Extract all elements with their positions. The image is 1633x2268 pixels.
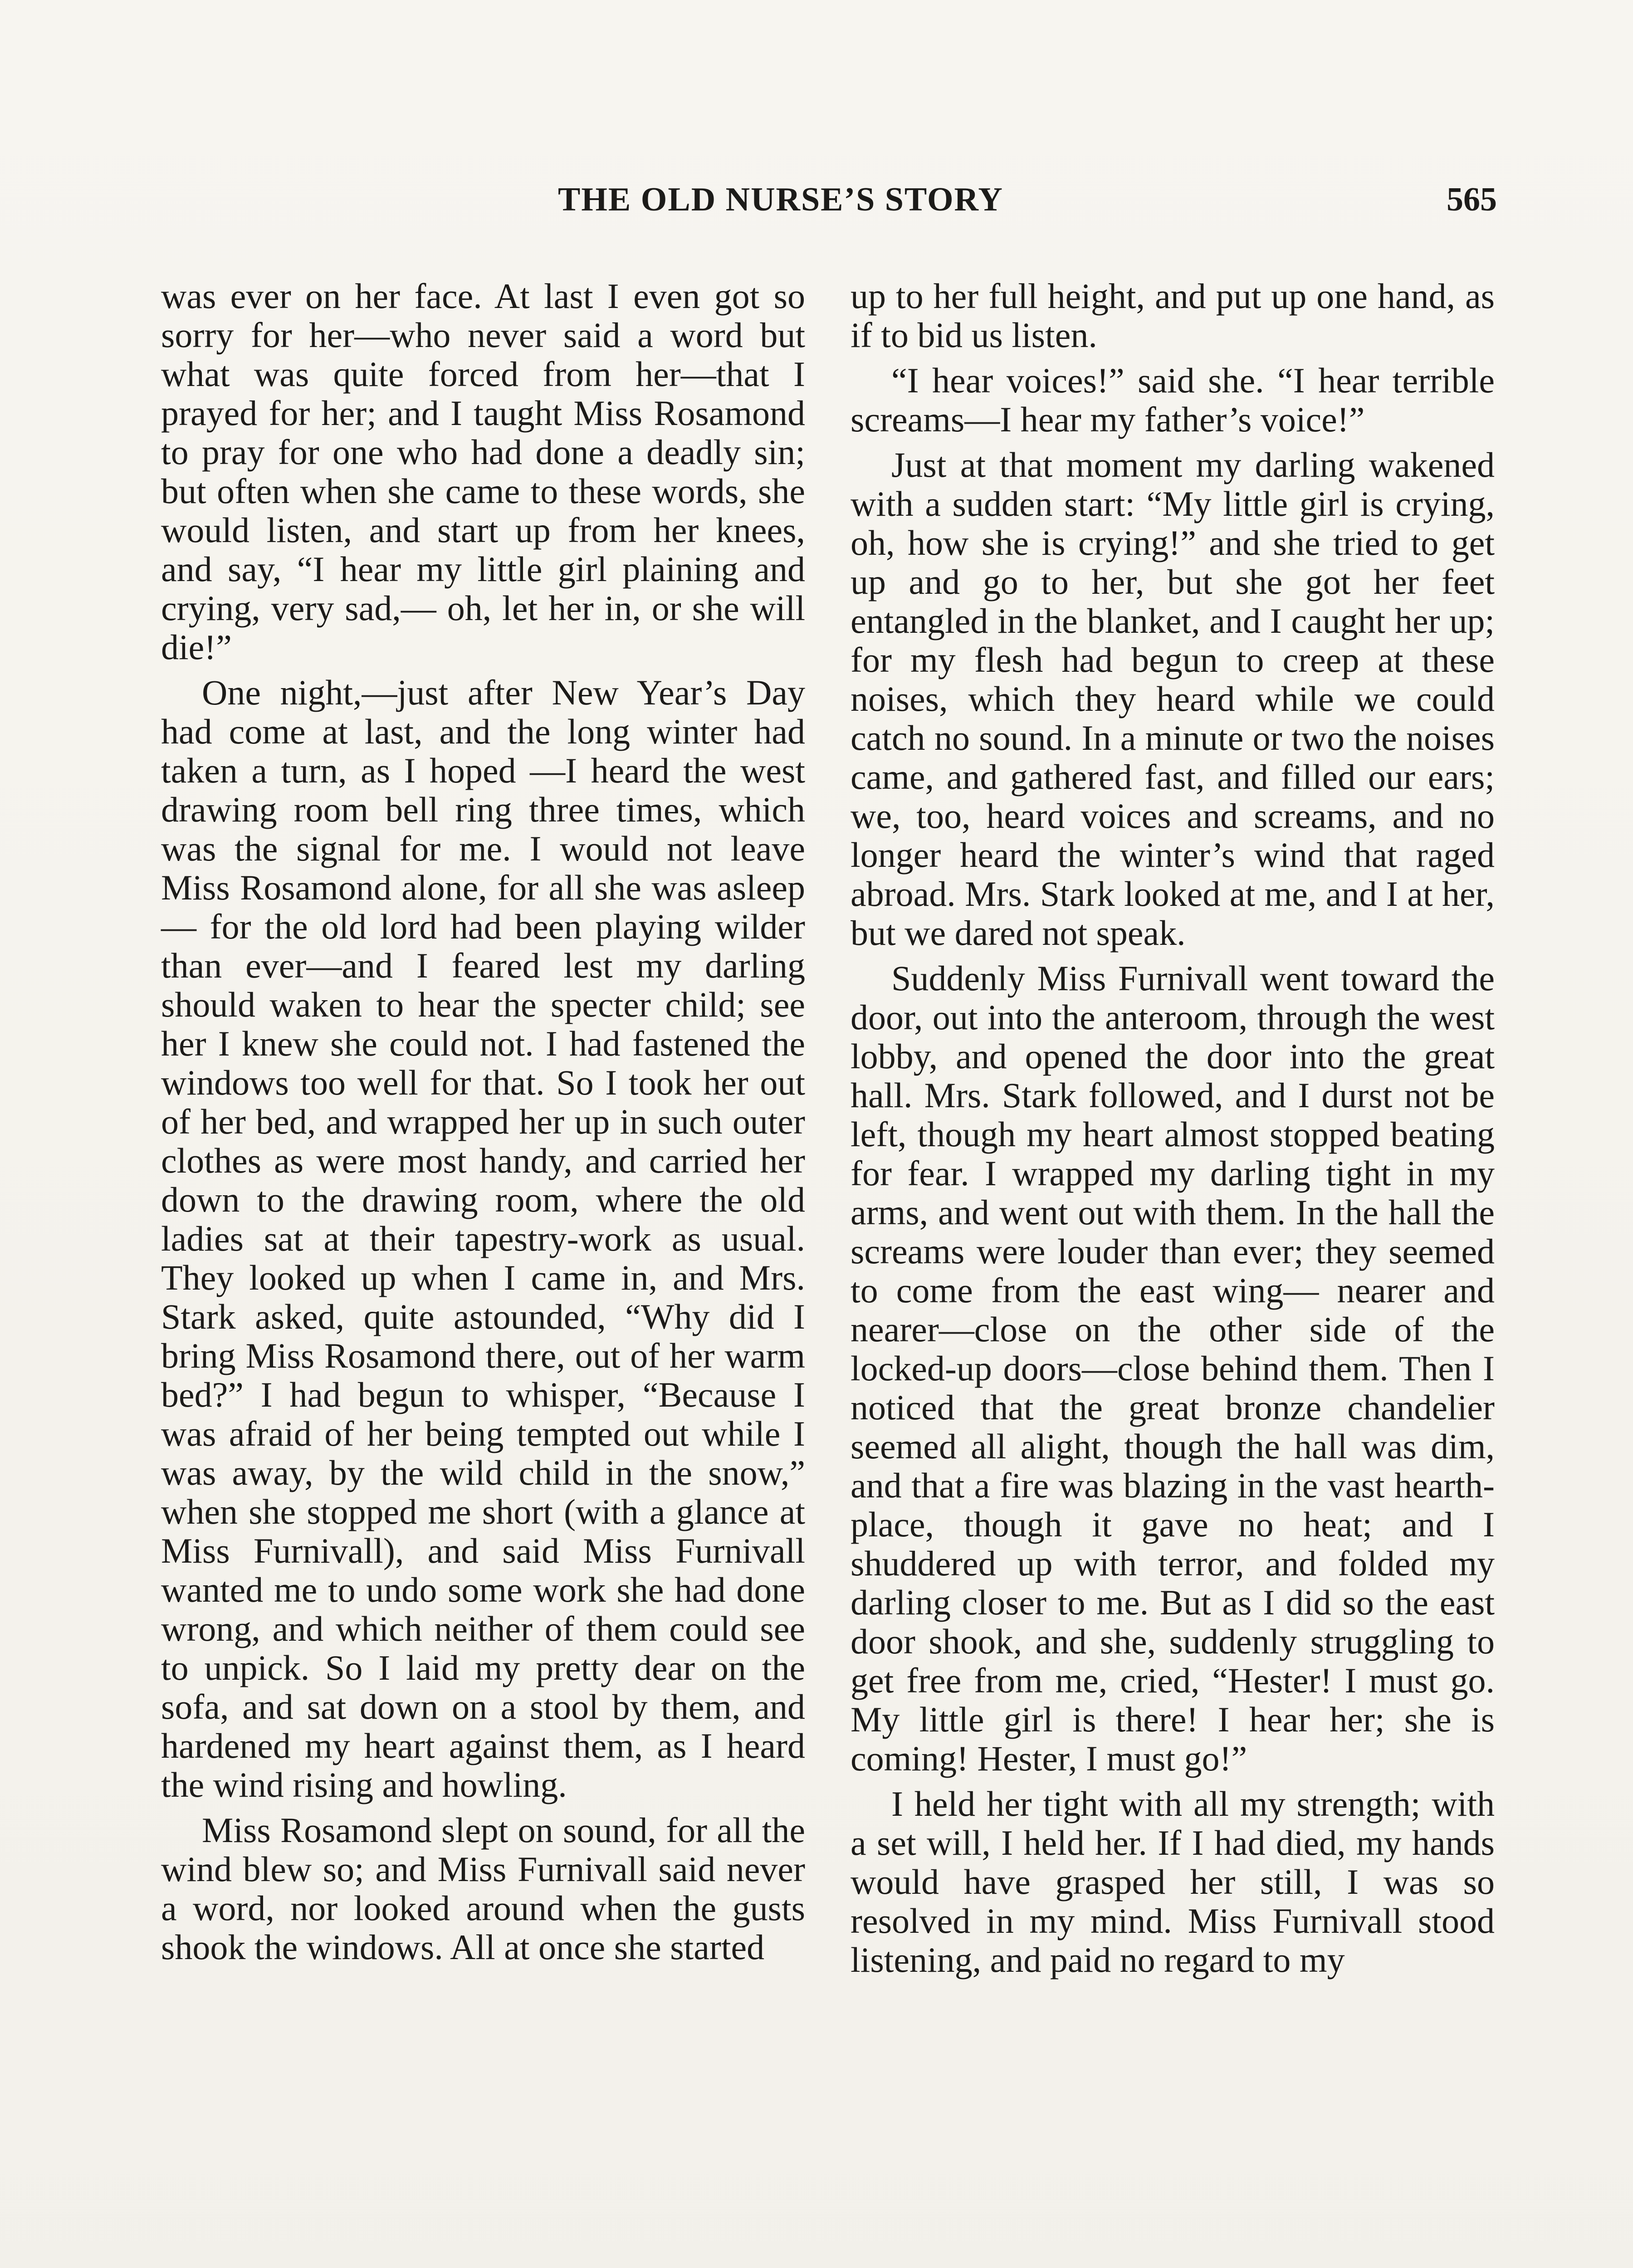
page-number: 565 [1447,181,1497,218]
right-column [851,277,1495,1980]
paragraph: I held her tight with all my strength; with a set will, I held her. If I had died, my hands would have grasped her still, I was so resolved in my mind. Miss Furnivall stood listening, and paid no regard to my [851,1784,1495,1980]
left-column [161,277,805,1967]
paragraph: was ever on her face. At last I even got so sorry for her—who never said a word but what was quite forced from her—that I prayed for her; and I taught Miss Rosamond to pray for one who had done a deadly sin; but often when she came to these words, she would listen, and start up from her knees, and say, “I hear my little girl plaining and crying, very sad,— oh, let her in, or she will die!” [161,276,805,667]
paragraph: Miss Rosamond slept on sound, for all the wind blew so; and Miss Furnivall said never a word, nor looked around when the gusts shook the windows. All at once she started [161,1810,805,1967]
paragraph: Just at that moment my darling wakened with a sudden start: “My little girl is crying, oh, how she is crying!” and she tried to get up and go to her, but she got her feet entangled in the blanket, and I caught her up; for my flesh had begun to creep at these noises, which they heard while we could catch no sound. In a minute or two the noises came, and gathered fast, and filled our ears; we, too, heard voices and screams, and no longer heard the winter’s wind that raged abroad. Mrs. Stark looked at me, and I at her, but we dared not speak. [851,445,1495,953]
paragraph: One night,—just after New Year’s Day had come at last, and the long winter had taken a turn, as I hoped —I heard the west drawing room bell ring three times, which was the signal for me. I would not leave Miss Rosamond alone, for all she was asleep— for the old lord had been playing wilder than ever—and I feared lest my darling should waken to hear the specter child; see her I knew she could not. I had fastened the windows too well for that. So I took her out of her bed, and wrapped her up in such outer clothes as were most handy, and carried her down to the drawing room, where the old ladies sat at their tapestry-work as usual. They looked up when I came in, and Mrs. Stark asked, quite astounded, “Why did I bring Miss Rosamond there, out of her warm bed?” I had begun to whisper, “Because I was afraid of her being tempted out while I was away, by the wild child in the snow,” when she stopped me short (with a glance at Miss Furnivall), and said Miss Furnivall wanted me to undo some work she had done wrong, and which neither of them could see to unpick. So I laid my pretty dear on the sofa, and sat down on a stool by them, and hardened my heart against them, as I heard the wind rising and howling. [161,673,805,1804]
paragraph: Suddenly Miss Furnivall went toward the door, out into the anteroom, through the west lobby, and opened the door into the great hall. Mrs. Stark followed, and I durst not be left, though my heart almost stopped beating for fear. I wrapped my darling tight in my arms, and went out with them. In the hall the screams were louder than ever; they seemed to come from the east wing— nearer and nearer—close on the other side of the locked-up doors—close behind them. Then I noticed that the great bronze chandelier seemed all alight, though the hall was dim, and that a fire was blazing in the vast hearth-place, though it gave no heat; and I shuddered up with terror, and folded my darling closer to me. But as I did so the east door shook, and she, suddenly struggling to get free from me, cried, “Hester! I must go. My little girl is there! I hear her; she is coming! Hester, I must go!” [851,958,1495,1778]
paragraph: “I hear voices!” said she. “I hear terrible screams—I hear my father’s voice!” [851,361,1495,439]
paragraph: up to her full height, and put up one hand, as if to bid us listen. [851,276,1495,355]
running-title: THE OLD NURSE’S STORY [558,181,1003,218]
